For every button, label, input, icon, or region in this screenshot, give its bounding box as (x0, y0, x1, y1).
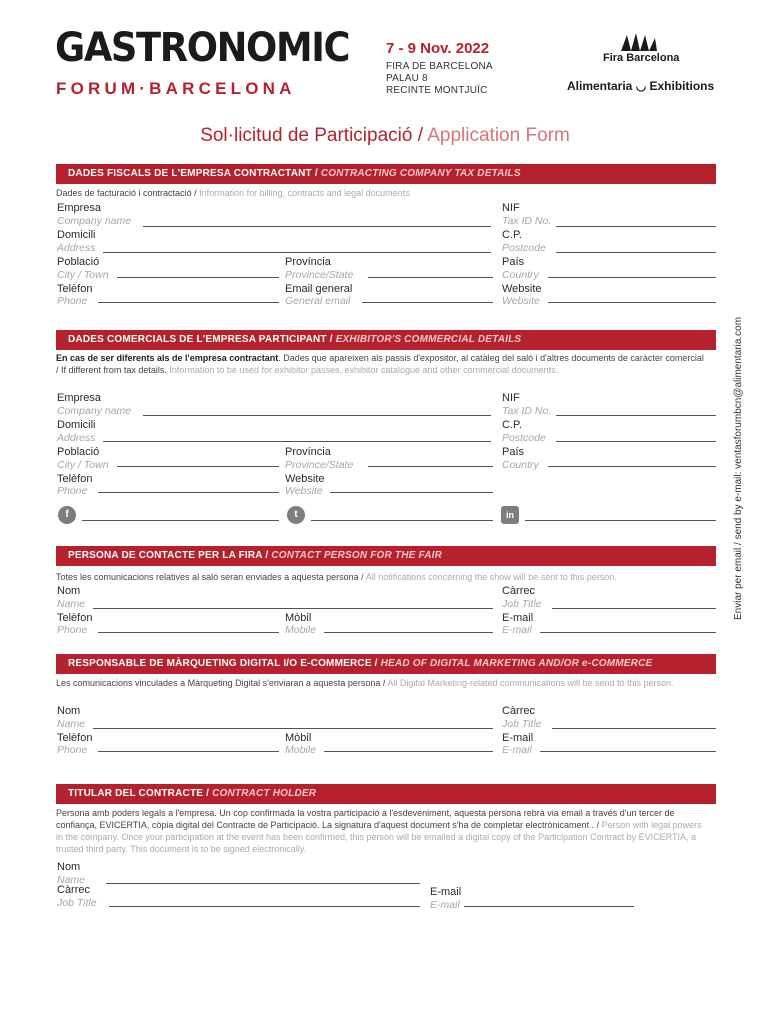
section-bar-label: RESPONSABLE DE MÀRQUETING DIGITAL I/O E-COMMERCE / (68, 658, 381, 669)
label-job-title: Càrrec (502, 585, 536, 597)
label-postcode-en: Postcode (502, 242, 546, 254)
mobile-field[interactable] (324, 751, 493, 752)
section-intro (56, 352, 706, 376)
label-job-title: Càrrec (502, 705, 536, 717)
linkedin-field[interactable] (525, 520, 716, 521)
label-nif-en: Tax ID No. (502, 215, 552, 227)
intro-bold: En cas de ser diferents als de l'empresa contractant (56, 353, 279, 363)
facebook-field[interactable] (82, 520, 279, 521)
label-email: E-mail (502, 732, 534, 744)
label-email-en: E-mail (502, 624, 532, 636)
facebook-icon: f (58, 506, 76, 524)
venue-line: FIRA DE BARCELONA (386, 61, 493, 72)
section-bar-label-en: HEAD OF DIGITAL MARKETING AND/OR e-COMMERCE (380, 658, 653, 669)
label-city: Població (57, 446, 100, 458)
label-name: Nom (57, 861, 81, 873)
city-field[interactable] (117, 466, 279, 467)
label-email: Email general (285, 283, 353, 295)
label-phone-en: Phone (57, 485, 88, 497)
city-field[interactable] (117, 277, 279, 278)
label-job-title-en: Job Title (502, 718, 542, 730)
alimentaria-exhibitions-logo: Alimentaria ◡ Exhibitions (567, 79, 715, 93)
intro-ca: Persona amb poders legals a l'empresa. Un cop confirmada la vostra participació a l'esdeveniment, aquesta persona rebrà via email a través d'un tercer de confiança, EVICERTIA, còpia digital del Contracte de Participació. La signatura d'aquest document s'ha de completar electrònicament . / (56, 808, 675, 830)
section-bar-contract-holder (56, 784, 716, 804)
linkedin-icon: in (501, 506, 519, 524)
section-bar-label: TITULAR DEL CONTRACTE / (68, 788, 213, 799)
label-phone-en: Phone (57, 295, 88, 307)
intro-ca: Totes les comunicacions relatives al saló seran enviades a aquesta persona / (56, 572, 366, 582)
twitter-field[interactable] (311, 520, 493, 521)
label-phone: Telèfon (57, 612, 93, 624)
section-intro (56, 187, 706, 199)
label-website-en: Website (285, 485, 323, 497)
label-country: País (502, 256, 525, 268)
company-field[interactable] (143, 415, 491, 416)
label-name: Nom (57, 705, 81, 717)
label-email: E-mail (502, 612, 534, 624)
label-nif-en: Tax ID No. (502, 405, 552, 417)
address-field[interactable] (103, 441, 491, 442)
label-website: Website (502, 283, 542, 295)
intro-en: Information to be used for exhibitor passes, exhibitor catalogue and other commercial documents. (169, 365, 559, 375)
label-mobile: Mòbil (285, 732, 312, 744)
name-field[interactable] (93, 728, 493, 729)
label-website-en: Website (502, 295, 540, 307)
label-nif: NIF (502, 202, 520, 214)
label-company: Empresa (57, 392, 102, 404)
mobile-field[interactable] (324, 632, 493, 633)
label-mobile-en: Mobile (285, 744, 316, 756)
section-bar-label-en: EXHIBITOR'S COMMERCIAL DETAILS (335, 334, 522, 345)
page-title-ca: Sol·licitud de Participació / (200, 125, 424, 146)
label-name-en: Name (57, 718, 86, 730)
label-country-en: Country (502, 459, 539, 471)
label-email-en: General email (285, 295, 351, 307)
phone-field[interactable] (98, 302, 279, 303)
label-city: Població (57, 256, 100, 268)
label-country: País (502, 446, 525, 458)
phone-field[interactable] (98, 751, 279, 752)
job-title-field[interactable] (109, 906, 420, 907)
country-field[interactable] (548, 277, 716, 278)
province-field[interactable] (368, 466, 493, 467)
nif-field[interactable] (556, 226, 716, 227)
label-phone-en: Phone (57, 624, 88, 636)
label-province: Província (285, 446, 331, 458)
section-bar-digital-marketing (56, 654, 716, 674)
section-intro (56, 571, 706, 583)
label-province-en: Province/State (285, 459, 354, 471)
label-address: Domicili (57, 229, 96, 241)
email-field[interactable] (362, 302, 493, 303)
event-logo-subtitle: FORUM·BARCELONA (56, 79, 296, 98)
intro-en: All Digital Marketing-related communications will be send to this person. (387, 678, 674, 688)
label-country-en: Country (502, 269, 539, 281)
label-company-en: Company name (57, 405, 132, 417)
website-field[interactable] (548, 302, 716, 303)
section-intro (56, 677, 706, 689)
label-mobile: Mòbil (285, 612, 312, 624)
phone-field[interactable] (98, 632, 279, 633)
label-postcode: C.P. (502, 419, 522, 431)
label-job-title-en: Job Title (57, 897, 97, 909)
intro-ca: . Dades que apareixen als passis d'expositor, al catàleg del saló i d'altres documents de caràcter comercial / If different from tax details. (56, 353, 704, 375)
nif-field[interactable] (556, 415, 716, 416)
section-bar-commercial-details (56, 330, 716, 350)
website-field[interactable] (330, 492, 493, 493)
email-field[interactable] (540, 751, 716, 752)
label-mobile-en: Mobile (285, 624, 316, 636)
label-phone: Telèfon (57, 473, 93, 485)
label-province: Província (285, 256, 331, 268)
name-field[interactable] (106, 883, 420, 884)
section-bar-label: DADES COMERCIALS DE L'EMPRESA PARTICIPANT / (68, 334, 336, 345)
intro-ca: Les comunicacions vinculades a Màrqueting Digital s'enviaran a aquesta persona / (56, 678, 388, 688)
label-name: Nom (57, 585, 81, 597)
fira-barcelona-logo-icon (619, 33, 659, 53)
event-logo: GASTRONOMIC (55, 25, 350, 71)
label-address-en: Address (57, 242, 96, 254)
label-job-title-en: Job Title (502, 598, 542, 610)
section-bar-label: DADES FISCALS DE L'EMPRESA CONTRACTANT / (68, 168, 321, 179)
twitter-icon: t (287, 506, 305, 524)
label-email-en: E-mail (502, 744, 532, 756)
intro-ca: Dades de facturació i contractació / (56, 188, 200, 198)
label-company-en: Company name (57, 215, 132, 227)
label-company: Empresa (57, 202, 102, 214)
job-title-field[interactable] (552, 728, 716, 729)
label-phone: Telèfon (57, 732, 93, 744)
label-city-en: City / Town (57, 269, 109, 281)
section-intro (56, 807, 710, 855)
postcode-field[interactable] (556, 441, 716, 442)
country-field[interactable] (548, 466, 716, 467)
label-address-en: Address (57, 432, 96, 444)
intro-en: Person with legal powers in the company. Once your participation at the event has been confirmed, this person will be emailed a digital copy of the Participation Contract by EVICERTIA, a trusted third party. This document is to be signed electronically. (56, 820, 702, 854)
label-name-en: Name (57, 874, 86, 886)
label-postcode-en: Postcode (502, 432, 546, 444)
name-field[interactable] (93, 608, 493, 609)
label-phone: Telèfon (57, 283, 93, 295)
label-name-en: Name (57, 598, 86, 610)
postcode-field[interactable] (556, 252, 716, 253)
company-field[interactable] (143, 226, 491, 227)
event-date: 7 - 9 Nov. 2022 (386, 40, 490, 57)
venue-line: PALAU 8 (386, 73, 428, 84)
venue-line: RECINTE MONTJUÏC (386, 85, 488, 96)
email-field[interactable] (540, 632, 716, 633)
page-title (0, 125, 770, 147)
email-field[interactable] (464, 906, 634, 907)
address-field[interactable] (103, 252, 491, 253)
section-bar-label-en: CONTACT PERSON FOR THE FAIR (271, 550, 443, 561)
label-phone-en: Phone (57, 744, 88, 756)
section-bar-label: PERSONA DE CONTACTE PER LA FIRA / (68, 550, 272, 561)
section-bar-tax-details (56, 164, 716, 184)
job-title-field[interactable] (552, 608, 716, 609)
side-send-by-email-note: Enviar per email / send by e-mail: ventasforumbcn@alimentaria.com (733, 316, 744, 620)
label-address: Domicili (57, 419, 96, 431)
label-province-en: Province/State (285, 269, 354, 281)
page-title-en: Application Form (423, 125, 570, 146)
intro-en: All notifications concerning the show will be sent to this person. (365, 572, 617, 582)
label-city-en: City / Town (57, 459, 109, 471)
section-bar-label-en: CONTRACTING COMPANY TAX DETAILS (320, 168, 521, 179)
label-postcode: C.P. (502, 229, 522, 241)
label-job-title: Càrrec (57, 884, 91, 896)
label-website: Website (285, 473, 325, 485)
label-email: E-mail (430, 886, 462, 898)
fira-barcelona-logo: Fira Barcelona (603, 52, 680, 64)
label-email-en: E-mail (430, 899, 460, 911)
section-bar-label-en: CONTRACT HOLDER (212, 788, 317, 799)
label-nif: NIF (502, 392, 520, 404)
intro-en: Information for billing, contracts and legal documents (199, 188, 410, 198)
phone-field[interactable] (98, 492, 279, 493)
province-field[interactable] (368, 277, 493, 278)
section-bar-contact-person (56, 546, 716, 566)
